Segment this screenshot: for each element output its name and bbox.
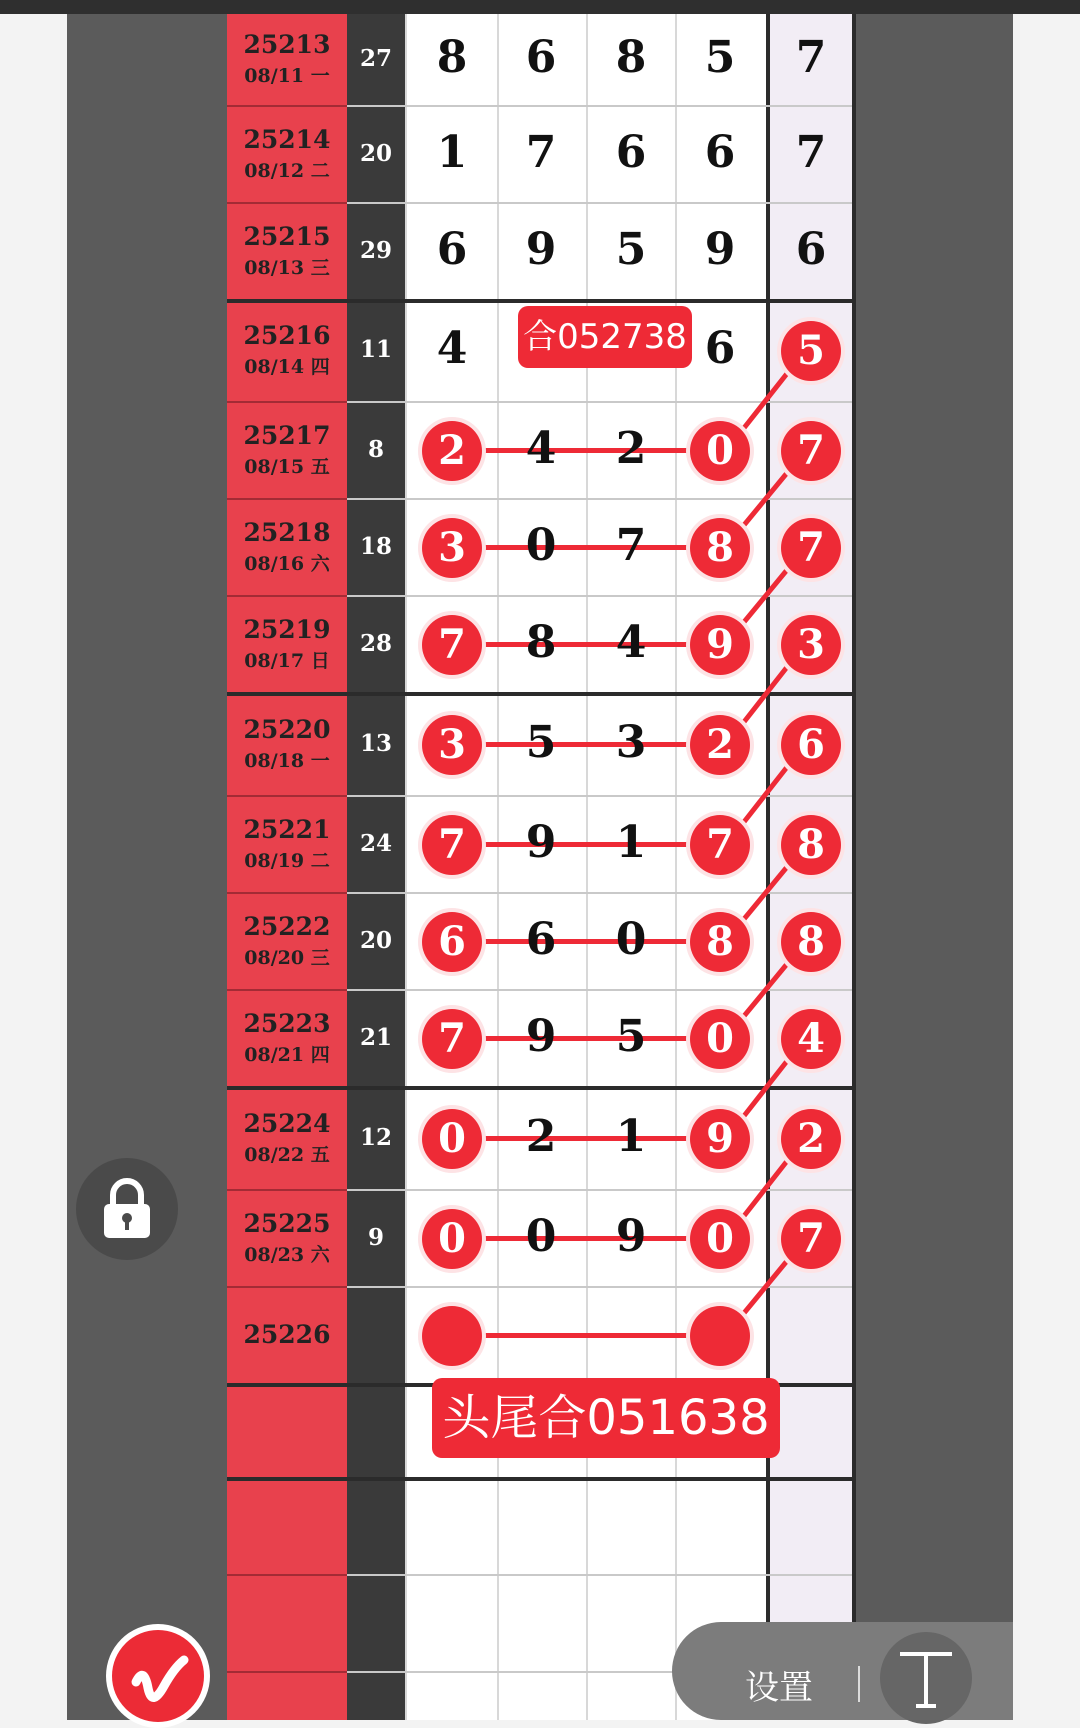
- date-row-divider: [227, 1671, 347, 1673]
- issue-number: 25217: [243, 420, 331, 450]
- digit-cell: 0: [525, 1210, 557, 1262]
- sum-value: 24: [359, 829, 392, 857]
- extra-ball: 7: [781, 421, 841, 481]
- digit-cell: 7: [525, 126, 557, 178]
- issue-number: 25221: [243, 814, 331, 844]
- issue-number: 25220: [243, 714, 331, 744]
- sum-value: 28: [359, 629, 392, 657]
- issue-number: 25215: [243, 221, 331, 251]
- extra-digit: 7: [795, 126, 827, 178]
- extra-ball: 8: [781, 912, 841, 972]
- digit-cell: 6: [615, 126, 647, 178]
- issue-date-cell: [227, 1109, 347, 1167]
- draw-date: 08/14 四: [244, 356, 330, 378]
- sum-value: 20: [359, 926, 392, 954]
- issue-date-cell: [227, 321, 347, 379]
- highlight-ball: 3: [422, 715, 482, 775]
- sum-value: 13: [359, 729, 392, 757]
- highlight-ball: 0: [690, 421, 750, 481]
- highlight-ball: 9: [690, 615, 750, 675]
- highlight-ball: 9: [690, 1109, 750, 1169]
- draw-date: 08/17 日: [244, 649, 330, 672]
- status-bar: [0, 0, 1080, 14]
- highlight-ball: 2: [690, 715, 750, 775]
- draw-date: 08/16 六: [244, 552, 330, 575]
- issue-date-cell: [227, 1209, 347, 1267]
- extra-ball: 7: [781, 518, 841, 578]
- issue-date-cell: [227, 715, 347, 773]
- extra-ball: 4: [781, 1009, 841, 1069]
- sum-value: 18: [359, 532, 392, 560]
- draw-date: 08/22 五: [244, 1143, 330, 1166]
- issue-number: 25222: [243, 911, 331, 941]
- digit-cell: 4: [525, 422, 557, 474]
- head-tail-sum-badge: 头尾合051638: [432, 1378, 780, 1458]
- issue-number: 25223: [243, 1008, 331, 1038]
- highlight-ball: 7: [422, 815, 482, 875]
- lock-icon: [76, 1158, 178, 1260]
- digit-cell: 5: [615, 223, 647, 275]
- sum-value: 29: [359, 236, 392, 264]
- digit-cell: 1: [615, 1110, 647, 1162]
- draw-date: 08/11 一: [244, 65, 330, 87]
- digit-cell: 6: [704, 323, 736, 374]
- sum-value: 20: [359, 139, 392, 167]
- extra-digit: 6: [795, 223, 827, 275]
- issue-number: 25218: [243, 517, 331, 547]
- text-tool-button[interactable]: [880, 1632, 972, 1724]
- digit-cell: 9: [525, 1010, 557, 1062]
- highlight-ball: 0: [690, 1009, 750, 1069]
- issue-date-cell: [227, 912, 347, 970]
- highlight-ball: 2: [422, 421, 482, 481]
- issue-date-cell: [227, 222, 347, 280]
- right-margin: [1013, 14, 1080, 1720]
- digit-cell: 6: [704, 126, 736, 178]
- digit-cell: 6: [525, 32, 557, 83]
- issue-number: 25213: [243, 30, 331, 59]
- digit-cell: 0: [615, 913, 647, 965]
- draw-date: 08/15 五: [244, 455, 330, 478]
- highlight-ball: 0: [690, 1209, 750, 1269]
- draw-date: 08/20 三: [244, 946, 330, 969]
- digit-cell: 2: [615, 422, 647, 474]
- highlight-ball: 7: [422, 615, 482, 675]
- highlight-ball: 8: [690, 518, 750, 578]
- highlight-ball: 7: [422, 1009, 482, 1069]
- digit-cell: 9: [525, 816, 557, 868]
- issue-date-cell: [227, 125, 347, 183]
- highlight-ball: 0: [422, 1209, 482, 1269]
- date-row-divider: [227, 1477, 347, 1481]
- extra-ball: 8: [781, 815, 841, 875]
- highlight-ball: 8: [690, 912, 750, 972]
- grid-column-divider: [852, 14, 856, 1720]
- digit-cell: 4: [436, 323, 468, 374]
- digit-cell: 6: [525, 913, 557, 965]
- digit-cell: 5: [615, 1010, 647, 1062]
- issue-number: 25214: [243, 124, 331, 154]
- check-logo-icon: [112, 1630, 204, 1722]
- draw-date: 08/21 四: [244, 1043, 330, 1066]
- highlight-ball: 0: [422, 1109, 482, 1169]
- issue-number: 25219: [243, 614, 331, 644]
- digit-cell: 6: [436, 223, 468, 275]
- digit-cell: 9: [525, 223, 557, 275]
- sum-value: 8: [367, 435, 384, 463]
- issue-date-cell: [227, 615, 347, 673]
- toolbar-separator: [858, 1666, 860, 1702]
- text-t-icon: [880, 1632, 972, 1724]
- issue-number: 25216: [243, 321, 331, 350]
- digit-cell: 2: [525, 1110, 557, 1162]
- issue-date-cell: [227, 815, 347, 873]
- digit-cell: 1: [436, 126, 468, 178]
- digit-cell: 5: [704, 32, 736, 83]
- extra-ball: 6: [781, 715, 841, 775]
- date-row-divider: [227, 1574, 347, 1576]
- draw-date: 08/23 六: [244, 1243, 330, 1266]
- sum-badge-top: 合052738: [518, 306, 692, 368]
- issue-number: 25225: [243, 1208, 331, 1238]
- digit-cell: 8: [436, 32, 468, 83]
- issue-date-cell: [227, 421, 347, 479]
- digit-cell: 8: [615, 32, 647, 83]
- sum-value: 12: [359, 1123, 392, 1151]
- lock-button[interactable]: [76, 1158, 178, 1260]
- draw-date: 08/19 二: [244, 849, 330, 872]
- issue-date-cell: [227, 30, 347, 88]
- draw-date: 08/13 三: [244, 256, 330, 279]
- highlight-ball: 7: [690, 815, 750, 875]
- prediction-ball: [690, 1306, 750, 1366]
- sum-value: 9: [367, 1223, 384, 1251]
- prediction-ball: [422, 1306, 482, 1366]
- extra-digit: 7: [795, 32, 827, 83]
- digit-cell: 8: [525, 616, 557, 668]
- app-logo-button[interactable]: [112, 1630, 204, 1722]
- digit-cell: 5: [525, 716, 557, 768]
- draw-date: 08/18 一: [244, 749, 330, 772]
- extra-ball: 5: [781, 321, 841, 381]
- sum-value: 21: [359, 1023, 392, 1051]
- sum-value: 11: [359, 336, 392, 363]
- digit-cell: 9: [704, 223, 736, 275]
- sum-value: 27: [359, 45, 392, 72]
- highlight-ball: 6: [422, 912, 482, 972]
- digit-cell: 3: [615, 716, 647, 768]
- table-row: [227, 1287, 852, 1384]
- digit-cell: 4: [615, 616, 647, 668]
- draw-date: 08/12 二: [244, 159, 330, 182]
- extra-ball: 7: [781, 1209, 841, 1269]
- digit-cell: 1: [615, 816, 647, 868]
- left-margin: [0, 14, 67, 1720]
- issue-number: 25224: [243, 1108, 331, 1138]
- settings-button[interactable]: 设置: [745, 1668, 813, 1708]
- issue-date-cell: [227, 1009, 347, 1067]
- digit-cell: 9: [615, 1210, 647, 1262]
- digit-cell: 7: [615, 519, 647, 571]
- extra-ball: 3: [781, 615, 841, 675]
- issue-number: 25226: [243, 1319, 331, 1349]
- highlight-ball: 3: [422, 518, 482, 578]
- issue-date-cell: [227, 518, 347, 576]
- issue-date-cell: [227, 1320, 347, 1351]
- extra-ball: 2: [781, 1109, 841, 1169]
- digit-cell: 0: [525, 519, 557, 571]
